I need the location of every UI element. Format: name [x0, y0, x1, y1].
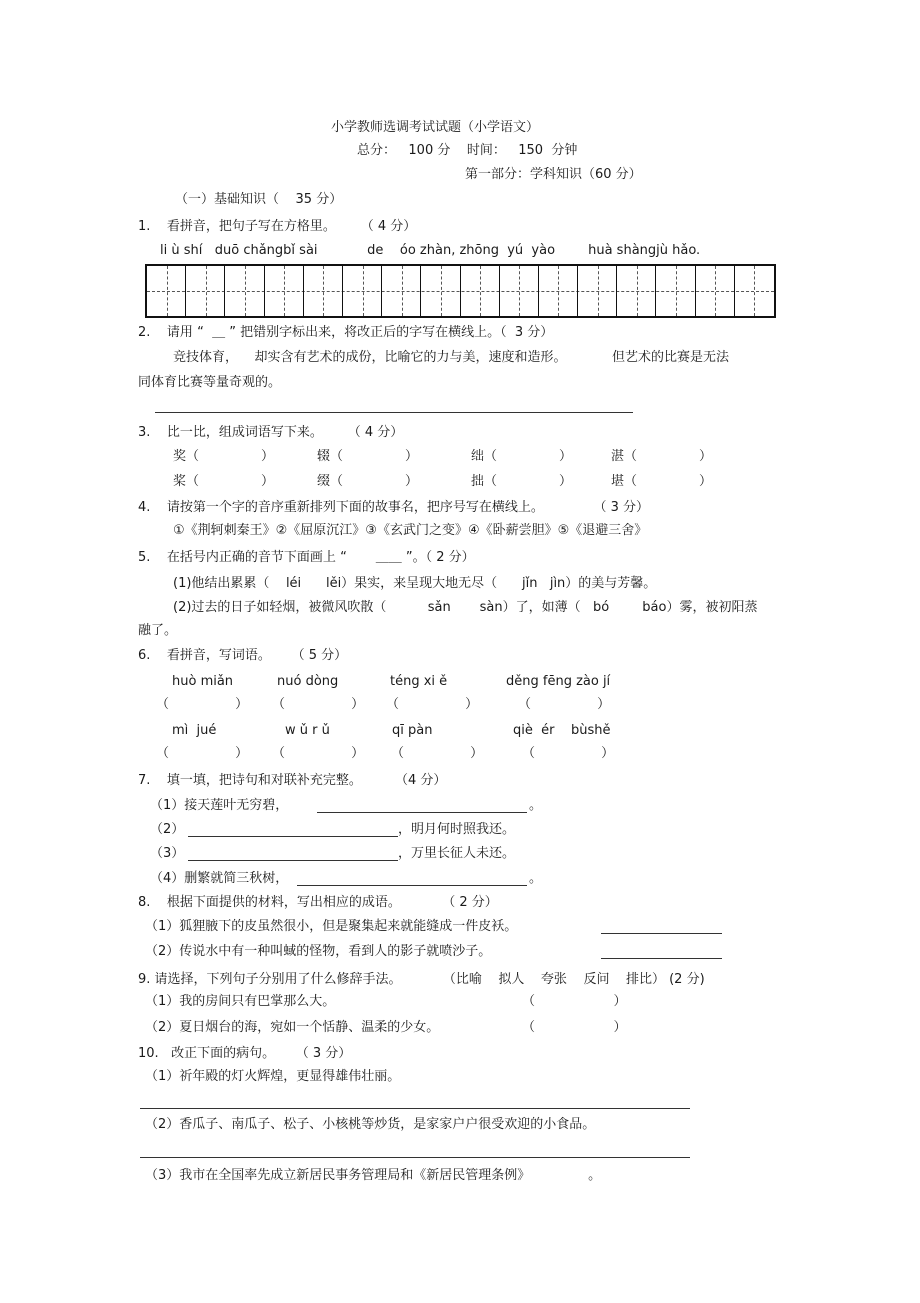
grid-cell-guide: [715, 266, 716, 316]
grid-cell-guide: [245, 266, 246, 316]
q10-answer-line-2[interactable]: [140, 1157, 690, 1158]
part-heading: 第一部分：学科知识（60 分）: [465, 167, 642, 182]
q6-pinyin: qiè ér bùshě: [513, 723, 611, 738]
grid-cell-guide: [206, 266, 207, 316]
q3-item[interactable]: 奖（ ）: [173, 449, 274, 464]
q6-pinyin: děng fēng zào jí: [506, 674, 611, 689]
grid-cell-guide: [558, 266, 559, 316]
grid-cell-guide: [754, 266, 755, 316]
grid-cell[interactable]: [617, 266, 656, 316]
q9-sentence-1: （1）我的房间只有巴掌那么大。: [145, 994, 336, 1009]
q3-item[interactable]: 绌（ ）: [471, 449, 572, 464]
q8-answer-line-2[interactable]: [601, 958, 722, 959]
q3-item[interactable]: 桨（ ）: [173, 474, 274, 489]
q6-answer-paren[interactable]: （ ）: [272, 697, 365, 712]
q1-stem: 1. 看拼音，把句子写在方格里。 （ 4 分）: [138, 219, 417, 234]
q10-sentence-3: （3）我市在全国率先成立新居民事务管理局和《新居民管理条例》 。: [145, 1168, 602, 1183]
grid-cell[interactable]: [265, 266, 304, 316]
q6-answer-paren[interactable]: （ ）: [522, 746, 615, 761]
q7-line-2: （2）: [150, 822, 185, 837]
q7-line-1-end: 。: [529, 798, 543, 813]
q5-sentence-2-cont: 融了。: [138, 623, 178, 638]
q6-answer-paren[interactable]: （ ）: [391, 746, 484, 761]
grid-cell-guide: [637, 266, 638, 316]
q7-line-3: （3）: [150, 846, 185, 861]
grid-cell-guide: [519, 266, 520, 316]
q3-item[interactable]: 缀（ ）: [317, 474, 418, 489]
q9-answer-paren[interactable]: （ ）: [522, 994, 627, 1009]
grid-cell-guide: [402, 266, 403, 316]
grid-cell-guide: [441, 266, 442, 316]
grid-cell-guide: [480, 266, 481, 316]
q6-pinyin: téng xi ě: [390, 674, 448, 689]
grid-cell[interactable]: [696, 266, 735, 316]
q4-stem: 4. 请按第一个字的音序重新排列下面的故事名，把序号写在横线上。 （ 3 分）: [138, 500, 650, 515]
q1-pinyin: li ù shí duō chǎngbǐ sài de óo zhàn, zhōng yú yào huà shàngjù hǎo.: [160, 243, 701, 258]
exam-meta: 总分： 100 分 时间： 150 分钟: [357, 143, 578, 158]
grid-cell[interactable]: [382, 266, 421, 316]
q2-answer-line[interactable]: [155, 412, 633, 413]
q7-line-4-end: 。: [529, 871, 543, 886]
q2-stem: 2. 请用 “ ＿ ” 把错别字标出来，将改正后的字写在横线上。（ 3 分）: [138, 325, 554, 340]
q2-passage-line-1: 竞技体育， 却实含有艺术的成份，比喻它的力与美，速度和造形。 但艺术的比赛是无法: [173, 350, 729, 365]
q7-blank-1[interactable]: [317, 812, 527, 813]
q7-line-2-end: ，明月何时照我还。: [398, 822, 516, 837]
q6-stem: 6. 看拼音，写词语。 （ 5 分）: [138, 648, 348, 663]
q8-sentence-1: （1）狐狸腋下的皮虽然很小，但是聚集起来就能缝成一件皮袄。: [145, 919, 518, 934]
grid-cell[interactable]: [304, 266, 343, 316]
q8-stem: 8. 根据下面提供的材料，写出相应的成语。 （ 2 分）: [138, 895, 498, 910]
q3-item[interactable]: 湛（ ）: [611, 449, 712, 464]
q7-blank-3[interactable]: [188, 860, 398, 861]
q5-sentence-2: (2)过去的日子如轻烟，被微风吹散（ sǎn sàn）了，如薄（ bó báo）雾，被初阳蒸: [173, 600, 758, 615]
grid-cell-guide: [363, 266, 364, 316]
q3-item[interactable]: 堪（ ）: [611, 474, 712, 489]
q5-stem: 5. 在括号内正确的音节下面画上 “ ＿＿ ”。（ 2 分）: [138, 550, 475, 565]
grid-cell-guide: [284, 266, 285, 316]
q6-pinyin: nuó dòng: [277, 674, 339, 689]
q6-answer-paren[interactable]: （ ）: [386, 697, 479, 712]
q7-line-1: （1）接天莲叶无穷碧，: [150, 798, 289, 813]
q7-blank-4[interactable]: [297, 885, 527, 886]
q7-blank-2[interactable]: [188, 836, 398, 837]
grid-cell[interactable]: [500, 266, 539, 316]
q2-passage-line-2: 同体育比赛等量奇观的。: [138, 375, 282, 390]
grid-cell[interactable]: [461, 266, 500, 316]
q4-story-list: ①《荆轲刺秦王》②《屈原沉江》③《玄武门之变》④《卧薪尝胆》⑤《退避三舍》: [173, 523, 648, 538]
q9-stem: 9. 请选择，下列句子分别用了什么修辞手法。 （比喻 拟人 夸张 反问 排比） (2 分): [138, 972, 705, 987]
grid-cell-guide: [167, 266, 168, 316]
q6-answer-paren[interactable]: （ ）: [156, 746, 249, 761]
grid-cell[interactable]: [578, 266, 617, 316]
q6-pinyin: qī pàn: [392, 723, 433, 738]
q9-sentence-2: （2）夏日烟台的海，宛如一个恬静、温柔的少女。: [145, 1020, 440, 1035]
q9-answer-paren[interactable]: （ ）: [522, 1020, 627, 1035]
grid-cell[interactable]: [539, 266, 578, 316]
q5-sentence-1: (1)他结出累累（ léi lěi）果实，来呈现大地无尽（ jǐn jìn）的美与芳馨。: [173, 576, 657, 591]
grid-cell[interactable]: [656, 266, 695, 316]
q6-answer-paren[interactable]: （ ）: [518, 697, 611, 712]
grid-cell[interactable]: [421, 266, 460, 316]
q7-stem: 7. 填一填，把诗句和对联补充完整。 （4 分）: [138, 773, 447, 788]
q7-line-4: （4）删繁就简三秋树，: [150, 871, 289, 886]
grid-cell[interactable]: [186, 266, 225, 316]
grid-cell-guide: [676, 266, 677, 316]
grid-cell[interactable]: [225, 266, 264, 316]
q6-answer-paren[interactable]: （ ）: [272, 746, 365, 761]
grid-cell[interactable]: [147, 266, 186, 316]
q3-item[interactable]: 辍（ ）: [317, 449, 418, 464]
q7-line-3-end: ，万里长征人未还。: [398, 846, 516, 861]
grid-cell[interactable]: [735, 266, 774, 316]
q10-sentence-2: （2）香瓜子、南瓜子、松子、小核桃等炒货，是家家户户很受欢迎的小食品。: [145, 1117, 596, 1132]
q6-pinyin: huò miǎn: [172, 674, 234, 689]
q10-answer-line-1[interactable]: [140, 1108, 690, 1109]
q10-sentence-1: （1）祈年殿的灯火辉煌，更显得雄伟壮丽。: [145, 1069, 401, 1084]
q6-answer-paren[interactable]: （ ）: [156, 697, 249, 712]
q8-answer-line-1[interactable]: [601, 933, 722, 934]
q6-pinyin: mì jué: [172, 723, 217, 738]
q3-item[interactable]: 拙（ ）: [471, 474, 572, 489]
grid-cell-guide: [598, 266, 599, 316]
writing-grid[interactable]: [145, 264, 776, 318]
grid-cell-guide: [323, 266, 324, 316]
q3-stem: 3. 比一比，组成词语写下来。 （ 4 分）: [138, 425, 404, 440]
section-heading: （一）基础知识（ 35 分）: [175, 192, 343, 207]
q10-stem: 10. 改正下面的病句。 （ 3 分）: [138, 1046, 352, 1061]
exam-title: 小学教师选调考试试题（小学语文）: [331, 120, 540, 135]
q8-sentence-2: （2）传说水中有一种叫蜮的怪物，看到人的影子就喷沙子。: [145, 944, 492, 959]
q6-pinyin: w ǔ r ǔ: [285, 723, 330, 738]
grid-cell[interactable]: [343, 266, 382, 316]
